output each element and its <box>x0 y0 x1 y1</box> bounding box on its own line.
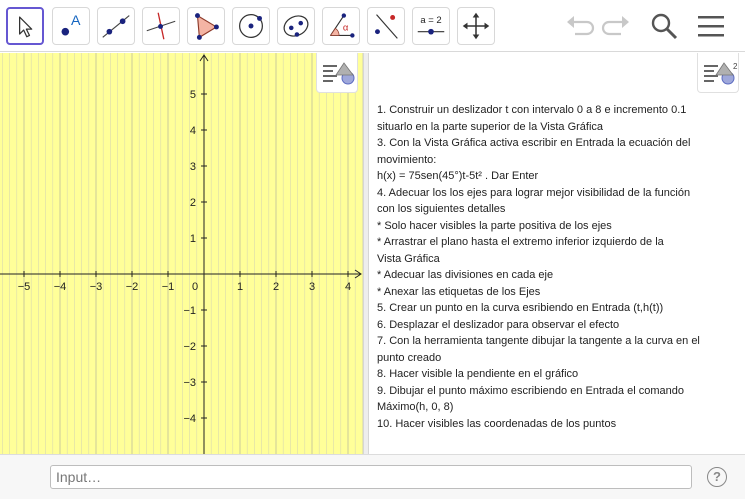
move-arrow-icon <box>8 9 42 43</box>
circle-center-point-icon <box>233 8 269 44</box>
input-bar <box>0 454 745 499</box>
y-tick-label: −2 <box>183 341 196 353</box>
slider-tool[interactable] <box>412 7 450 45</box>
instruction-line: 4. Adecuar los los ejes para lograr mejor visibilidad de la función <box>377 186 691 199</box>
x-tick-label: −5 <box>17 281 31 293</box>
x-tick-label: −2 <box>125 281 139 293</box>
instructions-text <box>377 102 713 432</box>
instruction-line: 1. Construir un deslizador t con intervalo 0 a 8 e incremento 0.1 <box>377 104 687 116</box>
x-tick-label: 3 <box>308 281 316 293</box>
coordinate-plane[interactable] <box>0 53 363 454</box>
svg-text:a = 2: a = 2 <box>420 15 442 27</box>
redo-icon <box>599 10 633 42</box>
svg-text:α: α <box>342 22 349 34</box>
instruction-line: 5. Crear un punto en la curva esribiendo en Entrada (t,h(t)) <box>377 302 664 314</box>
y-tick-label: 4 <box>189 125 196 137</box>
instruction-line: * Anexar las etiquetas de los Ejes <box>377 285 541 298</box>
algebra-view <box>369 53 745 454</box>
slider-icon <box>413 8 449 44</box>
instruction-line: movimiento: <box>377 153 437 166</box>
search-button[interactable] <box>647 10 681 42</box>
perpendicular-line-icon <box>143 8 179 44</box>
undo-button[interactable] <box>563 10 597 42</box>
x-tick-label: 0 <box>192 281 199 293</box>
move-tool[interactable] <box>6 7 44 45</box>
instruction-line: Máximo(h, 0, 8) <box>377 401 454 413</box>
svg-text:2: 2 <box>733 62 738 71</box>
line-tool[interactable] <box>97 7 135 45</box>
graphics-view[interactable] <box>0 53 363 454</box>
move-graphics-view-tool[interactable] <box>457 7 495 45</box>
x-tick-label: 1 <box>236 281 244 293</box>
y-tick-label: −1 <box>183 305 196 317</box>
toolbar <box>0 0 745 52</box>
input-field[interactable] <box>50 465 692 489</box>
polygon-icon <box>188 8 224 44</box>
y-tick-label: −4 <box>183 413 196 425</box>
redo-button[interactable] <box>599 10 633 42</box>
instruction-line: * Arrastrar el plano hasta el extremo inferior izquierdo de la <box>377 236 664 248</box>
style-bar-icon <box>698 53 740 93</box>
angle-tool[interactable] <box>322 7 360 45</box>
search-icon <box>647 10 681 42</box>
y-tick-label: 5 <box>189 89 196 101</box>
instruction-line: 9. Dibujar el punto máximo escribiendo en Entrada el comando <box>377 384 684 397</box>
y-tick-label: 3 <box>189 161 196 173</box>
instruction-line: con los siguientes detalles <box>377 203 506 215</box>
graphics-style-bar-button[interactable] <box>316 53 358 93</box>
instruction-line: 3. Con la Vista Gráfica activa escribir en Entrada la ecuación del <box>377 137 691 149</box>
x-tick-label: 4 <box>344 281 352 293</box>
point-tool[interactable] <box>52 7 90 45</box>
line-icon <box>98 8 134 44</box>
angle-icon <box>323 8 359 44</box>
x-tick-label: −4 <box>53 281 67 293</box>
y-tick-label: −3 <box>183 377 196 389</box>
undo-icon <box>563 10 597 42</box>
instruction-line: Vista Gráfica <box>377 252 440 265</box>
style-bar-icon <box>317 53 359 93</box>
instruction-line: situarlo en la parte superior de la Vista Gráfica <box>377 120 604 133</box>
instruction-line: * Solo hacer visibles la parte positiva de los ejes <box>377 219 612 232</box>
help-button[interactable]: ? <box>707 467 727 487</box>
instruction-line: 8. Hacer visible la pendiente en el gráfico <box>377 368 579 380</box>
instruction-line: 6. Desplazar el deslizador para observar el efecto <box>377 318 620 331</box>
menu-button[interactable] <box>694 10 728 42</box>
instruction-line: 7. Con la herramienta tangente dibujar la tangente a la curva en el <box>377 335 700 347</box>
instruction-line: 10. Hacer visibles las coordenadas de los puntos <box>377 417 617 430</box>
svg-text:A: A <box>71 13 81 30</box>
y-tick-label: 2 <box>189 197 196 209</box>
circle-tool[interactable] <box>232 7 270 45</box>
ellipse-tool[interactable] <box>277 7 315 45</box>
x-tick-label: −3 <box>89 281 103 293</box>
reflect-line-icon <box>368 8 404 44</box>
move-graphics-view-icon <box>458 8 494 44</box>
perpendicular-tool[interactable] <box>142 7 180 45</box>
yellow-area <box>0 53 363 454</box>
instruction-line: * Adecuar las divisiones en cada eje <box>377 269 554 281</box>
algebra-style-bar-button[interactable] <box>697 53 739 93</box>
menu-icon <box>694 10 728 42</box>
x-tick-label: −1 <box>161 281 175 293</box>
instruction-line: punto creado <box>377 351 442 364</box>
polygon-tool[interactable] <box>187 7 225 45</box>
y-tick-label: 1 <box>189 233 196 245</box>
x-tick-label: 2 <box>272 281 280 293</box>
point-icon <box>53 8 89 44</box>
reflect-tool[interactable] <box>367 7 405 45</box>
ellipse-icon <box>278 8 314 44</box>
instruction-line: h(x) = 75sen(45°)t-5t² . Dar Enter <box>377 170 539 182</box>
